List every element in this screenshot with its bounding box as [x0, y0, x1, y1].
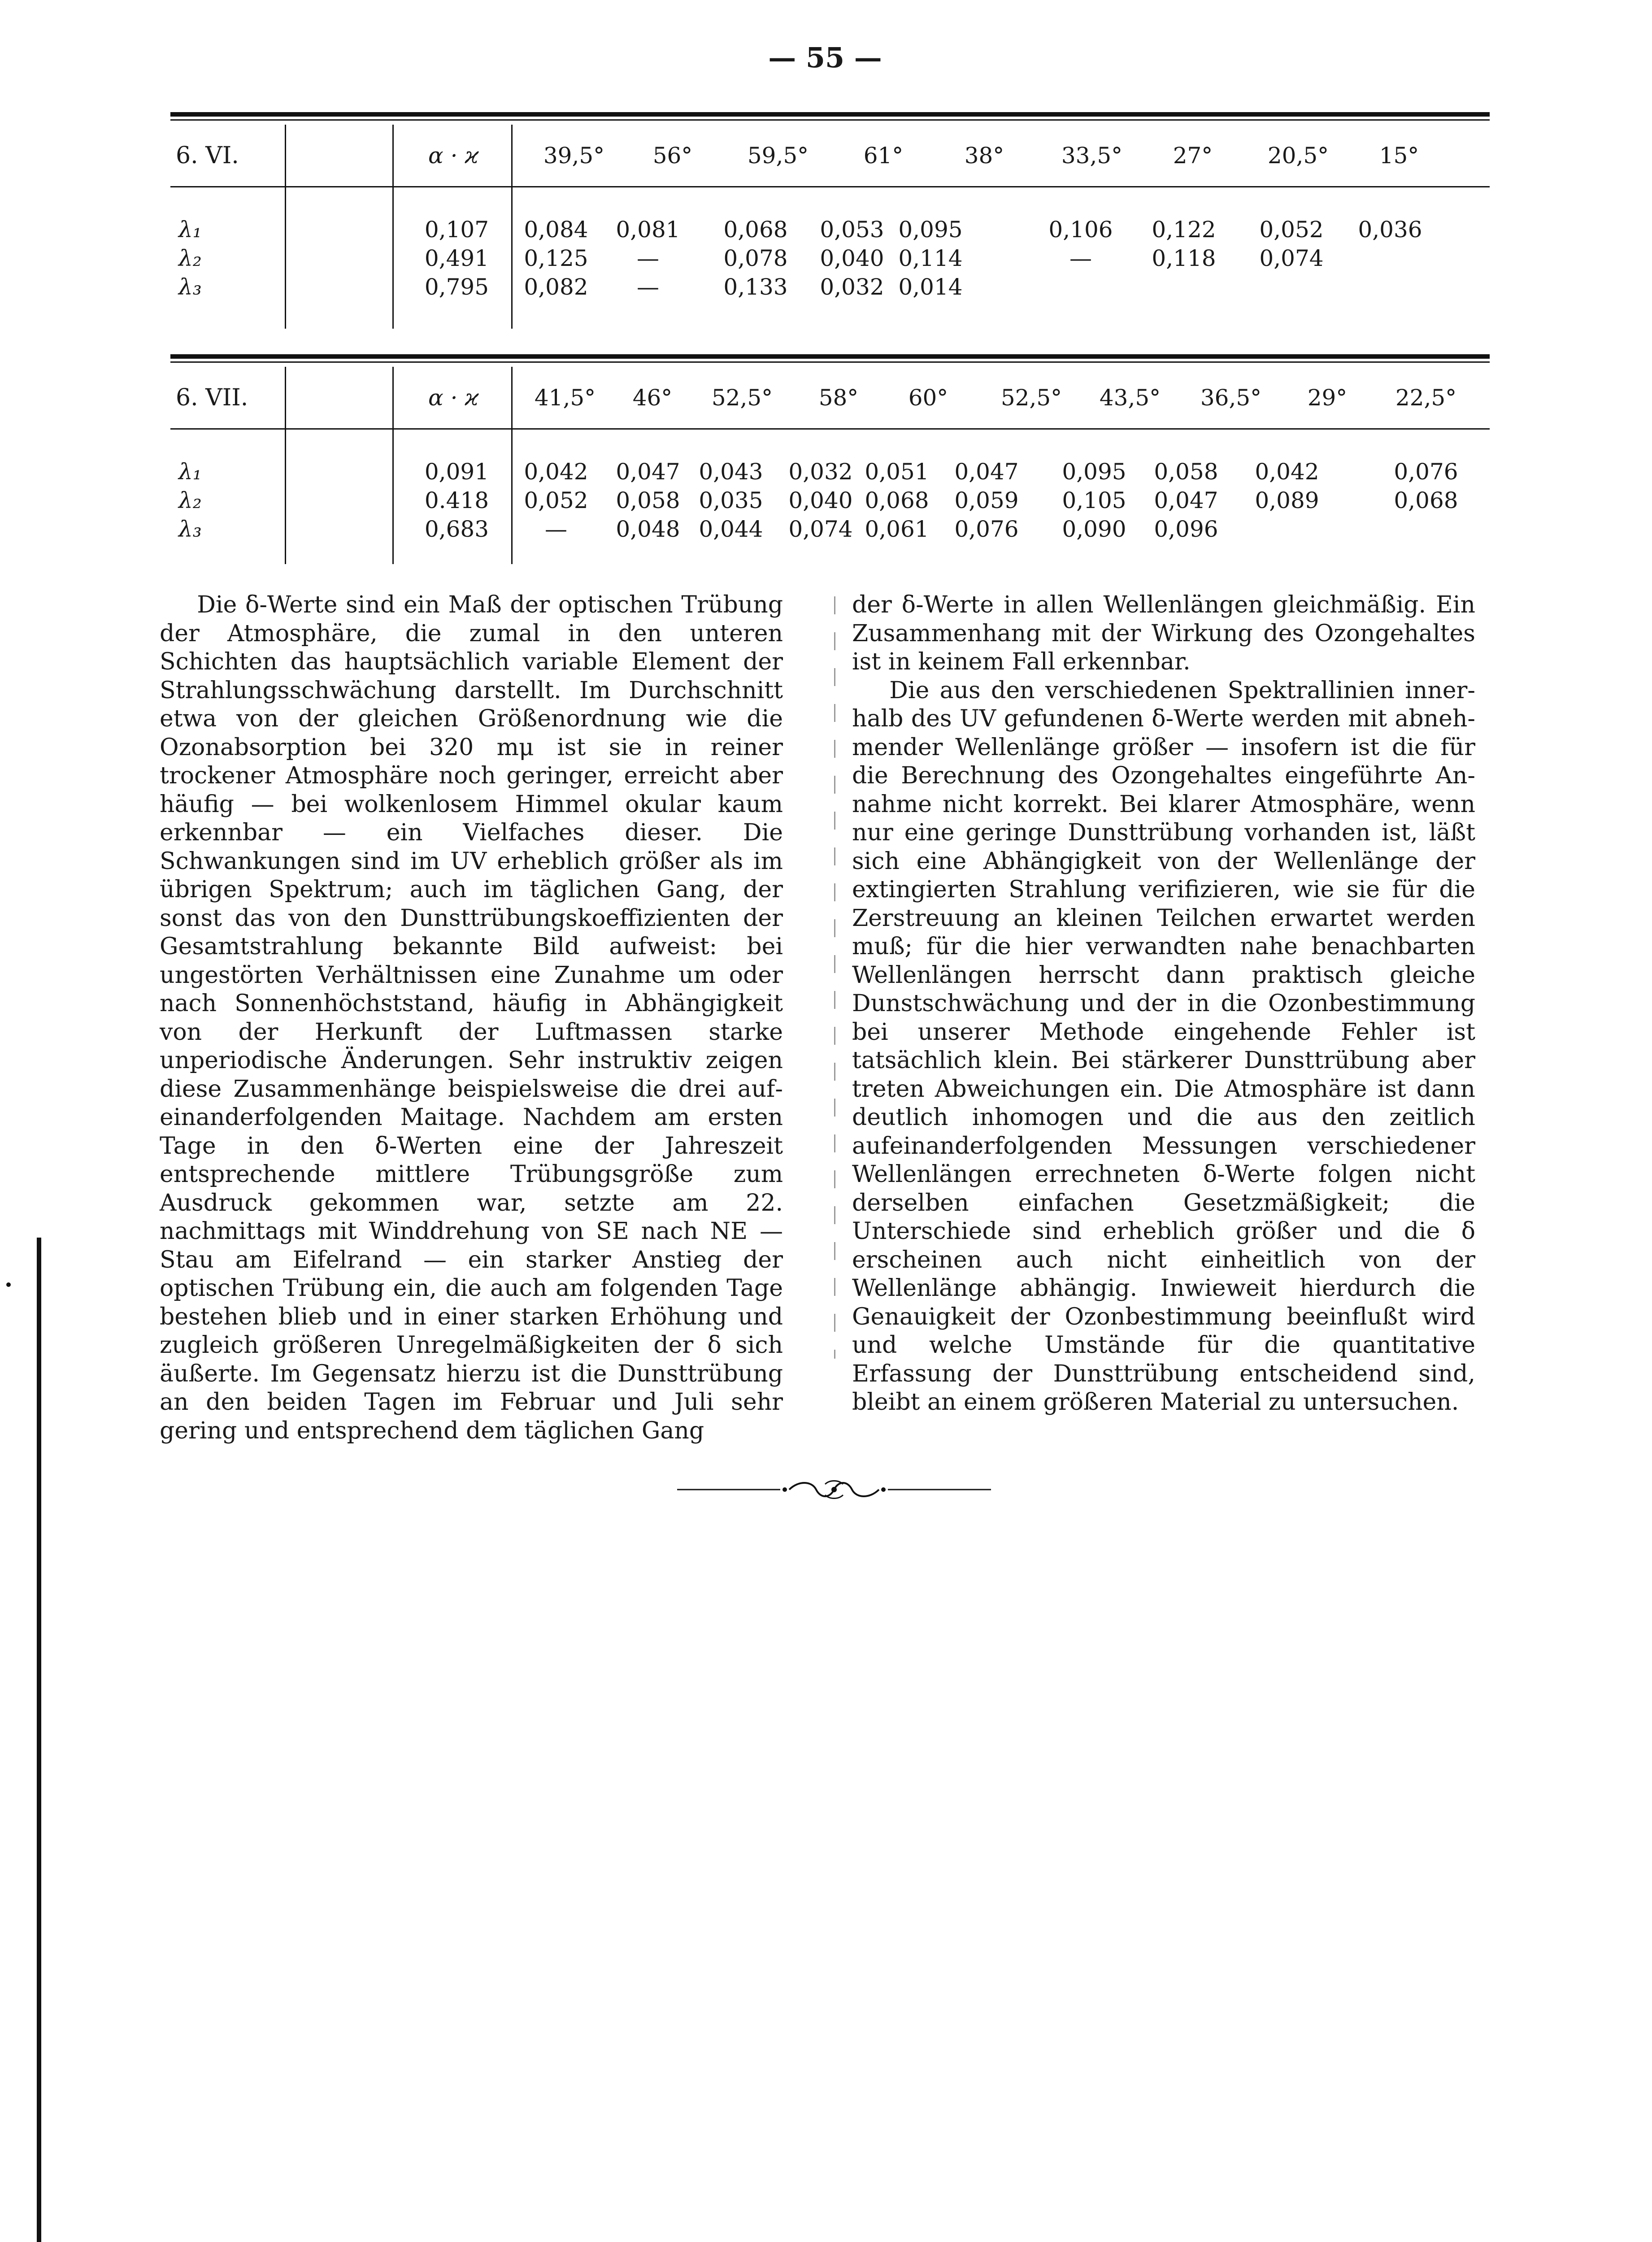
column-header: 39,5° — [543, 143, 605, 169]
table-cell: 0,068 — [723, 217, 788, 243]
table-cell: 0,082 — [524, 274, 588, 300]
table-cell: 0,032 — [788, 459, 853, 485]
table-cell: 0,074 — [1259, 245, 1324, 271]
column-header: 59,5° — [747, 143, 809, 169]
row-first-value: 0,795 — [424, 274, 489, 300]
column-header: 22,5° — [1395, 385, 1457, 411]
table-cell: — — [637, 274, 659, 300]
paragraph: Die δ-Werte sind ein Maß der optischen Trübung der Atmosphäre, die zumal in den unteren Schichten das hauptsächlich variable Element der Strahlungsschwächung darstellt. Im Durchschnitt etwa von der gleichen Größenordnung wie die Ozonabsorption bei 320 mμ ist sie in reiner trockener Atmosphäre noch geringer, erreicht aber häufig — bei wolkenlosem Himmel okular kaum erkennbar — ein Vielfaches dieser. Die Schwankungen sind im UV erheblich größer als im übrigen Spektrum; auch im täglichen Gang, der sonst das von den Dunsttrübungskoeffizienten der Gesamtstrahlung bekannte Bild aufweist: bei ungestörten Verhältnissen eine Zunahme um oder nach Sonnenhöchststand, häufig in Abhängigkeit von der Herkunft der Luftmassen starke unperiodische Änderungen. Sehr instruktiv zeigen diese Zusammenhänge beispielsweise die drei aufeinanderfolgenden Maitage. Nachdem am ersten Tage in den δ-Werten eine der Jahreszeit entsprechende mittlere Trübungsgröße zum Ausdruck gekommen war, setzte am 22. nachmittags mit Winddrehung von SE nach NE — Stau am Eifelrand — ein starker Anstieg der optischen Trübung ein, die auch am folgenden Tage bestehen blieb und in einer starken Erhöhung und zugleich größeren Unregelmäßigkeiten der δ sich äußerte. Im Gegensatz hierzu ist die Dunsttrübung an den beiden Tagen im Februar und Juli sehr gering und entsprechend dem täglichen Gang — [160, 591, 783, 1444]
table-divider — [392, 125, 394, 329]
table-cell: 0,047 — [1154, 487, 1218, 513]
row-first-value: 0,683 — [424, 516, 489, 542]
table-cell: 0,047 — [954, 459, 1019, 485]
table-cell: 0,052 — [1259, 217, 1324, 243]
table-top-thin-rule — [170, 361, 1490, 363]
table-cell: 0,089 — [1255, 487, 1319, 513]
table-cell: 0,133 — [723, 274, 788, 300]
table-cell: 0,090 — [1062, 516, 1126, 542]
row-label: λ₃ — [178, 274, 202, 300]
table-cell: 0,014 — [898, 274, 963, 300]
table-cell: 0,042 — [1255, 459, 1319, 485]
table-cell: 0,076 — [954, 516, 1019, 542]
table-cell: 0,078 — [723, 245, 788, 271]
row-label: λ₁ — [178, 217, 202, 243]
column-header: 52,5° — [711, 385, 773, 411]
table-cell: 0,076 — [1394, 459, 1458, 485]
table-cell: 0,074 — [788, 516, 853, 542]
column-header: 58° — [818, 385, 859, 411]
table-june — [170, 112, 1490, 336]
table-cell: 0,040 — [820, 245, 884, 271]
table-axis-label: α · ϰ — [428, 143, 479, 169]
table-cell: 0,122 — [1152, 217, 1216, 243]
scan-artifact-dot — [6, 1282, 11, 1287]
table-cell: 0,114 — [898, 245, 963, 271]
column-divider — [834, 596, 835, 1359]
paragraph: der δ-Werte in allen Wellenlängen gleichmäßig. Ein Zusammenhang mit der Wirkung des Ozongehaltes ist in keinem Fall erkennbar. — [852, 591, 1475, 675]
column-header: 52,5° — [1000, 385, 1062, 411]
table-cell: 0,044 — [699, 516, 763, 542]
body-column-right — [852, 591, 1475, 1417]
table-cell: 0,053 — [820, 217, 884, 243]
table-cell: 0,035 — [699, 487, 763, 513]
table-date: 6. VI. — [176, 142, 239, 169]
table-cell: — — [1069, 245, 1092, 271]
row-first-value: 0,091 — [424, 459, 489, 485]
table-top-thin-rule — [170, 119, 1490, 121]
column-header: 36,5° — [1200, 385, 1262, 411]
table-cell: 0,048 — [616, 516, 680, 542]
column-header: 29° — [1307, 385, 1348, 411]
table-cell: 0,040 — [788, 487, 853, 513]
table-header-rule — [170, 186, 1490, 187]
table-cell: 0,058 — [616, 487, 680, 513]
table-cell: — — [545, 516, 567, 542]
column-header: 56° — [652, 143, 693, 169]
scan-edge-bar — [37, 1238, 41, 2242]
table-cell: 0,095 — [1062, 459, 1126, 485]
table-cell: 0,125 — [524, 245, 588, 271]
table-top-rule — [170, 112, 1490, 117]
table-cell: 0,052 — [524, 487, 588, 513]
table-divider — [285, 367, 286, 564]
column-header: 46° — [632, 385, 673, 411]
table-divider — [285, 125, 286, 329]
table-july — [170, 354, 1490, 574]
table-cell: 0,095 — [898, 217, 963, 243]
row-first-value: 0,107 — [424, 217, 489, 243]
row-label: λ₂ — [178, 487, 202, 513]
table-cell: 0,047 — [616, 459, 680, 485]
table-cell: 0,036 — [1358, 217, 1422, 243]
table-cell: 0,043 — [699, 459, 763, 485]
row-label: λ₂ — [178, 245, 202, 271]
table-cell: 0,042 — [524, 459, 588, 485]
column-header: 41,5° — [534, 385, 596, 411]
table-cell: 0,059 — [954, 487, 1019, 513]
column-header: 20,5° — [1267, 143, 1329, 169]
table-top-rule — [170, 354, 1490, 359]
table-cell: 0,081 — [616, 217, 680, 243]
ornament-divider-icon — [677, 1476, 991, 1503]
column-header: 15° — [1379, 143, 1419, 169]
table-cell: 0,058 — [1154, 459, 1218, 485]
table-cell: — — [637, 245, 659, 271]
table-cell: 0,118 — [1152, 245, 1216, 271]
table-cell: 0,106 — [1048, 217, 1113, 243]
table-cell: 0,096 — [1154, 516, 1218, 542]
table-divider — [392, 367, 394, 564]
row-first-value: 0.418 — [424, 487, 489, 513]
table-cell: 0,061 — [865, 516, 929, 542]
row-first-value: 0,491 — [424, 245, 489, 271]
table-cell: 0,051 — [865, 459, 929, 485]
column-header: 43,5° — [1099, 385, 1161, 411]
table-cell: 0,032 — [820, 274, 884, 300]
table-cell: 0,105 — [1062, 487, 1126, 513]
table-cell: 0,068 — [865, 487, 929, 513]
column-header: 33,5° — [1061, 143, 1123, 169]
column-header: 38° — [964, 143, 1004, 169]
table-axis-label: α · ϰ — [428, 385, 479, 411]
table-header-rule — [170, 428, 1490, 430]
row-label: λ₃ — [178, 516, 202, 542]
page-number: — 55 — — [768, 41, 882, 74]
column-header: 60° — [908, 385, 948, 411]
paragraph: Die aus den verschiedenen Spektrallinien innerhalb des UV gefundenen δ-Werte werden mit abnehmender Wellenlänge größer — insofern ist die für die Berechnung des Ozongehaltes eingeführte Annahme nicht korrekt. Bei klarer Atmosphäre, wenn nur eine geringe Dunsttrübung vorhanden ist, läßt sich eine Abhängigkeit von der Wellenlänge der extingierten Strahlung verifizieren, wie sie für die Zerstreuung an kleinen Teilchen erwartet werden muß; für die hier verwandten nahe benachbarten Wellenlängen herrscht dann praktisch gleiche Dunstschwächung und der in die Ozonbestimmung bei unserer Methode eingehende Fehler ist tatsächlich klein. Bei stärkerer Dunsttrübung aber treten Abweichungen ein. Die Atmosphäre ist dann deutlich inhomogen und die aus den zeitlich aufeinanderfolgenden Messungen verschiedener Wellenlängen errechneten δ-Werte folgen nicht derselben einfachen Gesetzmäßigkeit; die Unterschiede sind erheblich größer und die δ erscheinen auch nicht einheitlich von der Wellenlänge abhängig. Inwieweit hierdurch die Genauigkeit der Ozonbestimmung beeinflußt wird und welche Umstände für die quantitative Erfassung der Dunsttrübung entscheidend sind, bleibt an einem größeren Material zu untersuchen. — [852, 677, 1475, 1416]
row-label: λ₁ — [178, 459, 202, 485]
column-header: 61° — [863, 143, 904, 169]
table-cell: 0,084 — [524, 217, 588, 243]
column-header: 27° — [1173, 143, 1213, 169]
body-column-left — [160, 591, 783, 1445]
table-date: 6. VII. — [176, 384, 248, 411]
table-cell: 0,068 — [1394, 487, 1458, 513]
